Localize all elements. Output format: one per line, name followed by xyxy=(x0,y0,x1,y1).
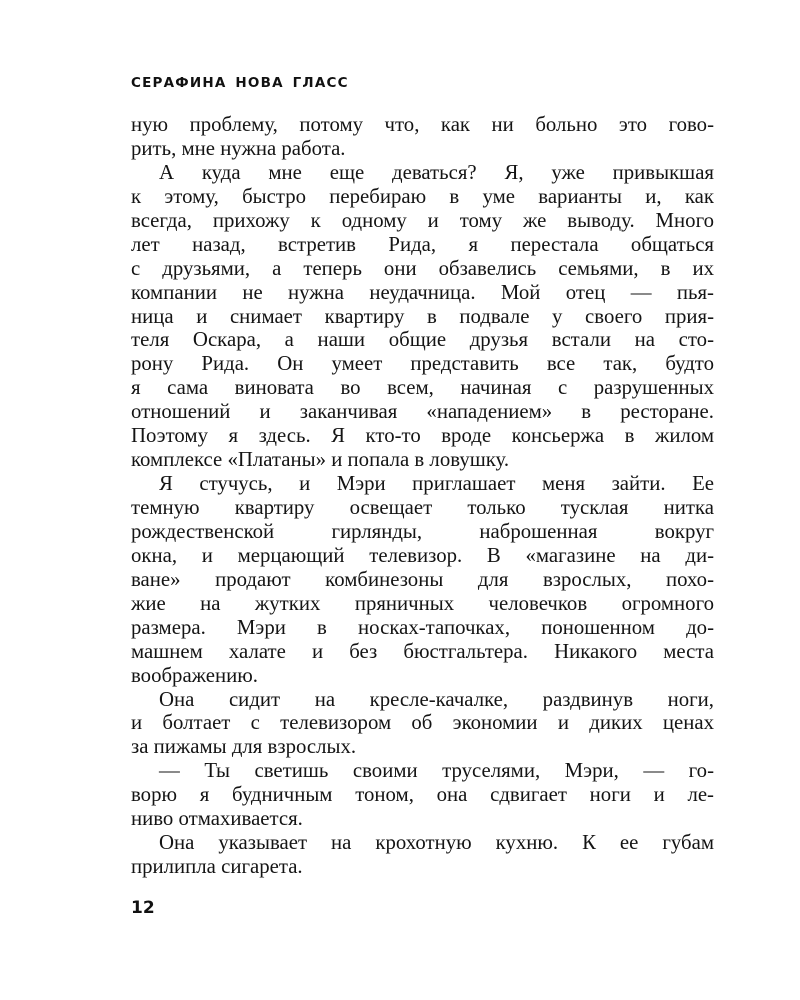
text-line: к этому, быстро перебираю в уме варианты и, как xyxy=(131,184,714,208)
text-line: рождественской гирлянды, наброшенная вокруг xyxy=(131,519,714,543)
text-line: Я стучусь, и Мэри приглашает меня зайти. Ее xyxy=(159,472,714,496)
body-text xyxy=(131,113,714,879)
running-header: СЕРАФИНА НОВА ГЛАСС xyxy=(131,75,349,91)
paragraph xyxy=(131,831,714,879)
text-line: рону Рида. Он умеет представить все так, будто xyxy=(131,352,714,376)
text-line: Она указывает на крохотную кухню. К ее губам xyxy=(159,831,714,855)
text-line: комплексе «Платаны» и попала в ловушку. xyxy=(131,448,510,472)
paragraph xyxy=(131,472,714,687)
text-line: А куда мне еще деваться? Я, уже привыкшая xyxy=(159,160,714,184)
page-number: 12 xyxy=(131,898,155,918)
text-line: прилипла сигарета. xyxy=(131,855,303,879)
paragraph xyxy=(131,759,714,831)
paragraph xyxy=(131,688,714,760)
paragraph xyxy=(131,113,714,161)
text-line: — Ты светишь своими труселями, Мэри, — го- xyxy=(159,759,714,783)
text-line: за пижамы для взрослых. xyxy=(131,735,357,759)
text-line: ница и снимает квартиру в подвале у своего прия- xyxy=(131,304,714,328)
text-line: и болтает с телевизором об экономии и диких ценах xyxy=(131,711,714,735)
text-line: отношений и заканчивая «нападением» в ресторане. xyxy=(131,400,714,424)
text-line: ворю я будничным тоном, она сдвигает ноги и ле- xyxy=(131,783,714,807)
text-line: рить, мне нужна работа. xyxy=(131,136,346,160)
text-line: компании не нужна неудачница. Мой отец — пья- xyxy=(131,280,714,304)
text-line: я сама виновата во всем, начиная с разрушенных xyxy=(131,376,714,400)
text-line: размера. Мэри в носках-тапочках, поношенном до- xyxy=(131,615,714,639)
text-line: машнем халате и без бюстгальтера. Никакого места xyxy=(131,639,714,663)
text-line: окна, и мерцающий телевизор. В «магазине на ди- xyxy=(131,543,714,567)
text-line: темную квартиру освещает только тусклая нитка xyxy=(131,496,714,519)
text-line: ниво отмахивается. xyxy=(131,807,303,831)
paragraph xyxy=(131,161,714,472)
text-line: лет назад, встретив Рида, я перестала общаться xyxy=(131,232,714,256)
text-line: с друзьями, а теперь они обзавелись семьями, в их xyxy=(131,256,714,280)
text-line: Поэтому я здесь. Я кто-то вроде консьержа в жилом xyxy=(131,424,714,448)
text-line: Она сидит на кресле-качалке, раздвинув ноги, xyxy=(159,687,714,711)
text-line: всегда, прихожу к одному и тому же выводу. Много xyxy=(131,208,714,232)
text-line: ную проблему, потому что, как ни больно это гово- xyxy=(131,113,714,136)
text-line: воображению. xyxy=(131,663,259,687)
text-line: жие на жутких пряничных человечков огромного xyxy=(131,591,714,615)
text-line: ване» продают комбинезоны для взрослых, похо- xyxy=(131,567,714,591)
text-line: теля Оскара, а наши общие друзья встали на сто- xyxy=(131,328,714,352)
